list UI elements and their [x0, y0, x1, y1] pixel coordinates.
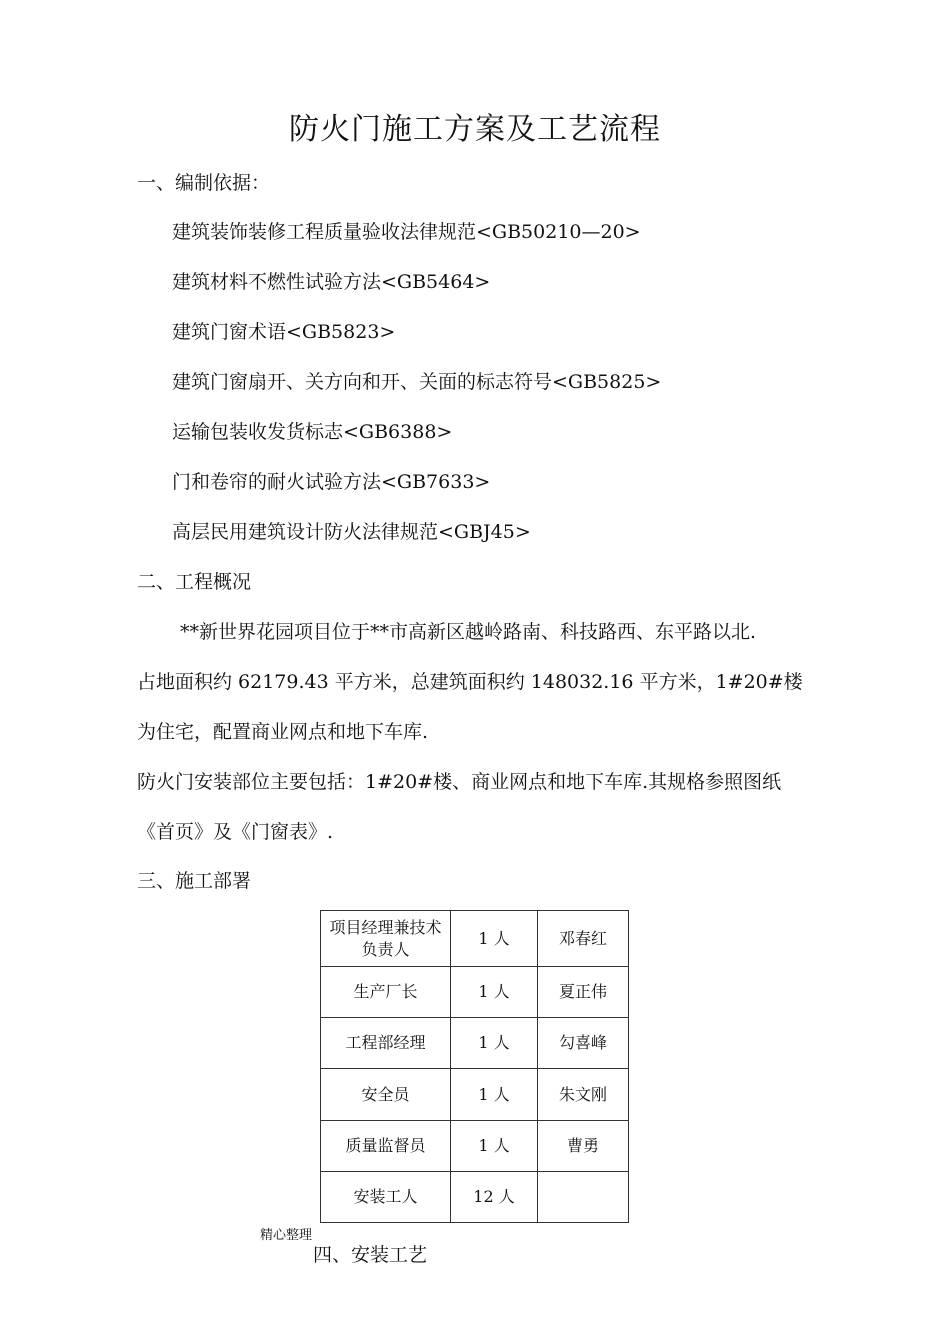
role-cell: 生产厂长 — [321, 967, 451, 1018]
section3-heading: 三、施工部署 — [137, 870, 252, 892]
name-cell: 夏正伟 — [538, 967, 629, 1018]
table-row — [321, 967, 629, 1018]
count-cell: 1 人 — [451, 1069, 538, 1121]
reference-item: 运输包装收发货标志<GB6388> — [172, 421, 453, 443]
name-cell: 朱文刚 — [538, 1069, 629, 1121]
table-row — [321, 1069, 629, 1121]
table-row — [321, 1018, 629, 1069]
reference-item: 建筑门窗术语<GB5823> — [172, 321, 396, 343]
count-cell: 1 人 — [451, 1121, 538, 1172]
role-cell: 安全员 — [321, 1069, 451, 1121]
role-cell: 安装工人 — [321, 1172, 451, 1223]
reference-item: 建筑装饰装修工程质量验收法律规范<GB50210—20> — [172, 221, 641, 243]
role-cell: 工程部经理 — [321, 1018, 451, 1069]
section4-heading: 四、安装工艺 — [313, 1244, 428, 1266]
table-row — [321, 1172, 629, 1223]
document-title: 防火门施工方案及工艺流程 — [289, 112, 661, 147]
count-cell: 1 人 — [451, 1018, 538, 1069]
section2-heading: 二、工程概况 — [137, 571, 252, 593]
reference-item: 建筑材料不燃性试验方法<GB5464> — [172, 271, 491, 293]
count-cell: 1 人 — [451, 967, 538, 1018]
table-row — [321, 911, 629, 967]
name-cell: 勾喜峰 — [538, 1018, 629, 1069]
staff-table — [320, 910, 629, 1223]
name-cell: 邓春红 — [538, 911, 629, 967]
section1-heading: 一、编制依据： — [137, 172, 271, 194]
overview-line: 为住宅，配置商业网点和地下车库. — [137, 721, 429, 743]
overview-line: **新世界花园项目位于**市高新区越岭路南、科技路西、东平路以北. — [180, 621, 757, 643]
overview-line: 占地面积约 62179.43 平方米，总建筑面积约 148032.16 平方米，1#20#楼 — [137, 671, 803, 693]
role-cell: 质量监督员 — [321, 1121, 451, 1172]
count-cell: 12 人 — [451, 1172, 538, 1223]
name-cell: 曹勇 — [538, 1121, 629, 1172]
table-row — [321, 1121, 629, 1172]
reference-item: 高层民用建筑设计防火法律规范<GBJ45> — [172, 521, 531, 543]
overview-line: 《首页》及《门窗表》. — [137, 821, 334, 843]
footer-note: 精心整理 — [260, 1228, 313, 1243]
reference-item: 门和卷帘的耐火试验方法<GB7633> — [172, 471, 491, 493]
role-text: 项目经理兼技术负责人 — [329, 917, 442, 959]
count-cell: 1 人 — [451, 911, 538, 967]
overview-line: 防火门安装部位主要包括：1#20#楼、商业网点和地下车库.其规格参照图纸 — [137, 771, 782, 793]
role-cell — [321, 911, 451, 967]
name-cell — [538, 1172, 629, 1223]
reference-item: 建筑门窗扇开、关方向和开、关面的标志符号<GB5825> — [172, 371, 662, 393]
